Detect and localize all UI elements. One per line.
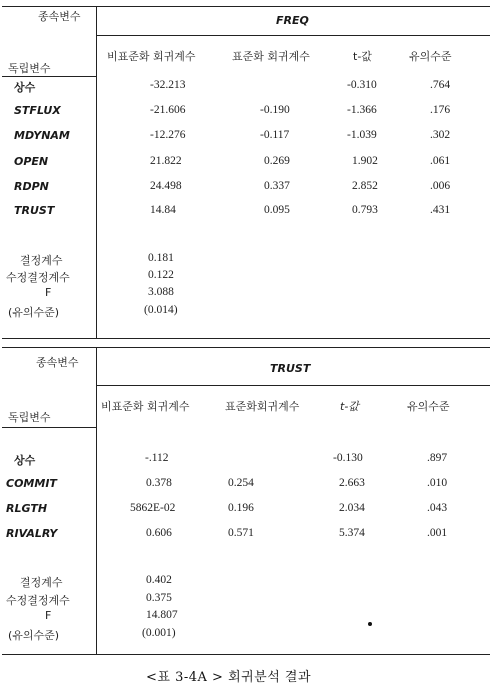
table-top-rule xyxy=(2,347,490,348)
significance: .302 xyxy=(430,129,451,141)
significance: .897 xyxy=(427,452,448,464)
stat-value: 3.088 xyxy=(148,286,174,298)
standardized-coefficient: -0.190 xyxy=(260,104,290,116)
stat-label: 결정계수 xyxy=(20,254,63,267)
stat-label: 결정계수 xyxy=(20,576,63,589)
standardized-coefficient: 0.254 xyxy=(228,477,254,489)
table-bottom-rule xyxy=(2,338,490,339)
header-divider xyxy=(96,385,490,386)
unstandardized-coefficient: 21.822 xyxy=(150,155,182,167)
dependent-variable-name: TRUST xyxy=(270,362,311,375)
scan-speck xyxy=(368,622,372,626)
stat-label: F xyxy=(45,286,52,299)
significance: .061 xyxy=(430,155,451,167)
stat-label: (유의수준) xyxy=(8,629,60,642)
row-variable-name: TRUST xyxy=(14,204,55,217)
dependent-var-corner-label: 종속변수 xyxy=(38,10,81,23)
t-value: 2.852 xyxy=(352,180,378,192)
unstandardized-coefficient: 5862E-02 xyxy=(130,502,176,514)
t-value: 2.663 xyxy=(339,477,365,489)
column-header: 유의수준 xyxy=(407,400,450,413)
corner-divider xyxy=(2,427,96,428)
row-variable-name: COMMIT xyxy=(6,477,57,490)
unstandardized-coefficient: 14.84 xyxy=(150,204,176,216)
t-value: 5.374 xyxy=(339,527,365,539)
table-column-divider xyxy=(96,6,97,338)
row-variable-name: RLGTH xyxy=(6,502,48,515)
standardized-coefficient: 0.571 xyxy=(228,527,254,539)
table-top-rule xyxy=(2,6,490,7)
unstandardized-coefficient: 24.498 xyxy=(150,180,182,192)
dependent-variable-name: FREQ xyxy=(276,14,309,27)
header-divider xyxy=(96,35,490,36)
stat-value: 0.375 xyxy=(146,592,172,604)
significance: .001 xyxy=(427,527,448,539)
t-value: 1.902 xyxy=(352,155,378,167)
dependent-var-corner-label: 종속변수 xyxy=(36,356,79,369)
standardized-coefficient: -0.117 xyxy=(260,129,290,141)
table-column-divider xyxy=(96,347,97,654)
t-value: 2.034 xyxy=(339,502,365,514)
significance: .006 xyxy=(430,180,451,192)
significance: .010 xyxy=(427,477,448,489)
significance: .431 xyxy=(430,204,451,216)
row-variable-name: MDYNAM xyxy=(14,129,70,142)
column-header: 표준화회귀계수 xyxy=(225,400,300,413)
row-variable-name: 상수 xyxy=(14,454,36,467)
unstandardized-coefficient: 0.606 xyxy=(146,527,172,539)
unstandardized-coefficient: -21.606 xyxy=(150,104,186,116)
standardized-coefficient: 0.269 xyxy=(264,155,290,167)
significance: .043 xyxy=(427,502,448,514)
column-header: 표준화 회귀계수 xyxy=(232,50,310,63)
standardized-coefficient: 0.095 xyxy=(264,204,290,216)
t-value: 0.793 xyxy=(352,204,378,216)
t-value: -0.130 xyxy=(333,452,363,464)
unstandardized-coefficient: -32.213 xyxy=(150,79,186,91)
stat-value: 0.122 xyxy=(148,269,174,281)
standardized-coefficient: 0.337 xyxy=(264,180,290,192)
unstandardized-coefficient: -12.276 xyxy=(150,129,186,141)
column-header: 비표준화 회귀계수 xyxy=(107,50,196,63)
t-value: -0.310 xyxy=(347,79,377,91)
row-variable-name: RDPN xyxy=(14,180,49,193)
stat-label: F xyxy=(45,609,52,622)
stat-value: (0.014) xyxy=(144,304,178,316)
table-bottom-rule xyxy=(2,654,490,655)
row-variable-name: RIVALRY xyxy=(6,527,58,540)
independent-var-corner-label: 독립변수 xyxy=(8,62,51,75)
column-header: 유의수준 xyxy=(409,50,452,63)
row-variable-name: STFLUX xyxy=(14,104,61,117)
stat-value: (0.001) xyxy=(142,627,176,639)
independent-var-corner-label: 독립변수 xyxy=(8,411,51,424)
table-caption: <표 3-4A > 회귀분석 결과 xyxy=(146,670,312,685)
t-value: -1.366 xyxy=(347,104,377,116)
stat-label: (유의수준) xyxy=(8,306,60,319)
stat-label: 수정결정계수 xyxy=(6,594,70,607)
stat-value: 0.181 xyxy=(148,252,174,264)
column-header: 비표준화 회귀계수 xyxy=(101,400,190,413)
column-header: t-값 xyxy=(353,50,372,63)
unstandardized-coefficient: -.112 xyxy=(145,452,169,464)
stat-label: 수정결정계수 xyxy=(6,271,70,284)
row-variable-name: 상수 xyxy=(14,81,36,94)
stat-value: 0.402 xyxy=(146,574,172,586)
significance: .764 xyxy=(430,79,451,91)
stat-value: 14.807 xyxy=(146,609,178,621)
column-header: t-값 xyxy=(340,400,359,413)
unstandardized-coefficient: 0.378 xyxy=(146,477,172,489)
t-value: -1.039 xyxy=(347,129,377,141)
corner-divider xyxy=(2,76,96,77)
significance: .176 xyxy=(430,104,451,116)
standardized-coefficient: 0.196 xyxy=(228,502,254,514)
row-variable-name: OPEN xyxy=(14,155,49,168)
